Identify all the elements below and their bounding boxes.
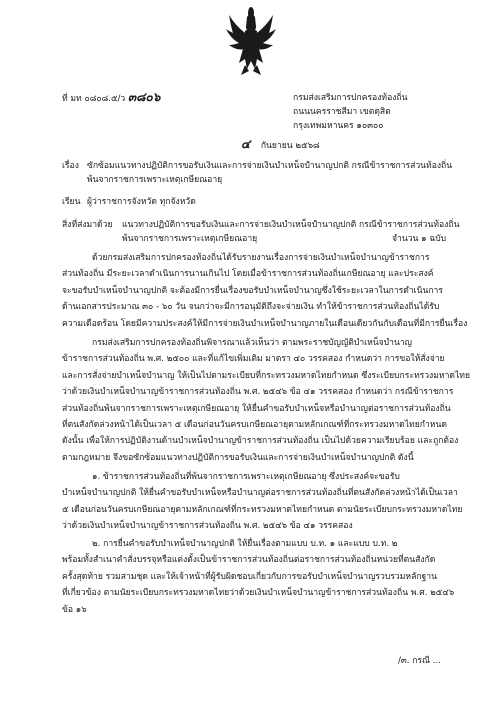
- body-line: ที่เกี่ยวข้อง ตามนัยระเบียบกระทรวงมหาดไทยว่าด้วยเงินบำเหน็จบำนาญข้าราชการส่วนท้องถิ่น พ.ศ. ๒๕๔๖: [62, 588, 455, 599]
- body-line: ครั้งสุดท้าย รวมสามชุด และให้เจ้าหน้าที่ผู้รับผิดชอบเกี่ยวกับการขอรับบำเหน็จบำนาญรวบรวมหลักฐาน: [62, 571, 437, 582]
- enclosure-label: สิ่งที่ส่งมาด้วย: [62, 220, 113, 230]
- body-line: ด้านเอกสารประมาณ ๓๐ - ๖๐ วัน จนกว่าจะมีการอนุมัติถึงจะจ่ายเงิน ทำให้ข้าราชการส่วนท้องถิ่นได้รับ: [62, 302, 440, 313]
- body-paragraph-4: [62, 536, 474, 618]
- body-line: ความเดือดร้อน โดยมีความประสงค์ให้มีการจ่ายเงินบำเหน็จบำนาญภายในเดือนเดียวกันกับเดือนที่มีการยื่นเรื่อง: [62, 318, 468, 329]
- body-line: ดังนั้น เพื่อให้การปฏิบัติงานด้านบำเหน็จบำนาญข้าราชการส่วนท้องถิ่น เป็นไปด้วยความเรียบร้อย และถูกต้อง: [62, 436, 459, 447]
- body-line: ๒. การยื่นคำขอรับบำเหน็จบำนาญปกติ ให้ยื่นเรื่องตามแบบ บ.ท. ๑ และแบบ บ.ท. ๒: [92, 539, 398, 549]
- document-number-value: ๓๘๐๖: [127, 90, 161, 104]
- body-line: ข้าราชการส่วนท้องถิ่น พ.ศ. ๒๕๐๐ และที่แก้ไขเพิ่มเติม มาตรา ๔๐ วรรคสอง กำหนดว่า การขอให้สั่งจ่าย: [62, 354, 445, 365]
- agency-city: กรุงเทพมหานคร ๑๐๓๐๐: [293, 121, 384, 131]
- agency-name: กรมส่งเสริมการปกครองท้องถิ่น: [293, 93, 408, 103]
- document-number-label: ที่ มท ๐๘๐๘.๕/ว: [62, 94, 126, 104]
- enclosure-line-2: พ้นจากราชการเพราะเหตุเกษียณอายุ: [122, 234, 258, 244]
- document-number: [62, 92, 160, 105]
- body-line: ๕ เดือนก่อนวันครบเกษียณอายุตามหลักเกณฑ์ที่กระทรวงมหาดไทยกำหนด ตามนัยระเบียบกระทรวงมหาดไทย: [62, 504, 463, 515]
- body-line: และการสั่งจ่ายบำเหน็จบำนาญ ให้เป็นไปตามระเบียบที่กระทรวงมหาดไทยกำหนด ซึ่งระเบียบกระทรวงมหาดไทย: [62, 370, 471, 381]
- enclosure-count: จำนวน ๑ ฉบับ: [392, 234, 447, 244]
- date-month-year: กันยายน ๒๕๖๘: [260, 141, 320, 151]
- body-line: ๑. ข้าราชการส่วนท้องถิ่นที่พ้นจากราชการเพราะเหตุเกษียณอายุ ซึ่งประสงค์จะขอรับ: [92, 472, 400, 482]
- continuation-marker: /๓. กรณี ...: [398, 656, 441, 666]
- agency-road: ถนนนครราชสีมา เขตดุสิต: [293, 107, 391, 117]
- date-day: ๔: [241, 137, 251, 151]
- body-line: บำเหน็จบำนาญปกติ ให้ยื่นคำขอรับบำเหน็จหรือบำนาญต่อราชการส่วนท้องถิ่นที่ตนสังกัดล่วงหน้าได้เป็นเวลา: [62, 488, 458, 499]
- body-paragraph-1: [62, 250, 474, 332]
- body-line: ด้วยกรมส่งเสริมการปกครองท้องถิ่นได้รับรายงานเรื่องการจ่ายเงินบำเหน็จบำนาญข้าราชการ: [92, 253, 430, 263]
- body-line: ว่าด้วยเงินบำเหน็จบำนาญข้าราชการส่วนท้องถิ่น พ.ศ. ๒๕๔๖ ข้อ ๔๑ วรรคสอง กำหนดว่า กรณีข้าราชการ: [62, 387, 454, 398]
- body-line: ว่าด้วยเงินบำเหน็จบำนาญข้าราชการส่วนท้องถิ่น พ.ศ. ๒๕๔๖ ข้อ ๔๑ วรรคสอง: [62, 521, 353, 532]
- letter-date: [241, 139, 320, 152]
- body-line: ข้อ ๑๖: [62, 604, 87, 615]
- body-line: ที่ตนสังกัดล่วงหน้าได้เป็นเวลา ๕ เดือนก่อนวันครบเกษียณอายุตามหลักเกณฑ์ที่กระทรวงมหาดไทยกำหนด: [62, 420, 447, 431]
- garuda-emblem-icon: [225, 5, 277, 77]
- body-line: พร้อมทั้งสำเนาคำสั่งบรรจุหรือแต่งตั้งเป็นข้าราชการส่วนท้องถิ่นต่อราชการส่วนท้องถิ่นหน่วยที่ตนสังกัด: [62, 555, 436, 566]
- enclosure-line-1: แนวทางปฏิบัติการขอรับเงินและการจ่ายเงินบำเหน็จปํานาญปกติ กรณีข้าราชการส่วนท้องถิ่น: [122, 220, 460, 230]
- body-line: ส่วนท้องถิ่นพ้นจากราชการเพราะเหตุเกษียณอายุ ให้ยื่นคำขอรับบำเหน็จหรือบำนาญต่อราชการส่วนท้องถิ่น: [62, 403, 451, 414]
- body-line: จะขอรับบำเหน็จบำนาญปกติ จะต้องมีการยื่นเรื่องขอรับบำเหน็จบำนาญซึ่งใช้ระยะเวลาในการดำเนินการ: [62, 285, 443, 296]
- body-paragraph-2: [62, 335, 474, 466]
- body-line: ตามกฎหมาย จึงขอซักซ้อมแนวทางปฏิบัติการขอรับเงินและการจ่ายเงินบำเหน็จบำนาญปกติ ดังนี้: [62, 452, 414, 463]
- subject-label: เรื่อง: [62, 161, 79, 171]
- body-line: กรมส่งเสริมการปกครองท้องถิ่นพิจารณาแล้วเห็นว่า ตามพระราชบัญญัติบำเหน็จบำนาญ: [92, 338, 412, 348]
- body-line: ส่วนท้องถิ่น มีระยะเวลาดำเนินการนานเกินไป โดยเมื่อข้าราชการส่วนท้องถิ่นเกษียณอายุ และประสงค์: [62, 269, 434, 280]
- recipient-value: ผู้ว่าราชการจังหวัด ทุกจังหวัด: [87, 197, 196, 207]
- subject-line-2: พ้นจากราชการเพราะเหตุเกษียณอายุ: [87, 175, 223, 185]
- recipient-label: เรียน: [62, 197, 81, 207]
- body-paragraph-3: [62, 469, 474, 535]
- subject-line-1: ซักซ้อมแนวทางปฏิบัติการขอรับเงินและการจ่ายเงินบำเหน็จปํานาญปกติ กรณีข้าราชการส่วนท้องถิ่น: [87, 161, 453, 171]
